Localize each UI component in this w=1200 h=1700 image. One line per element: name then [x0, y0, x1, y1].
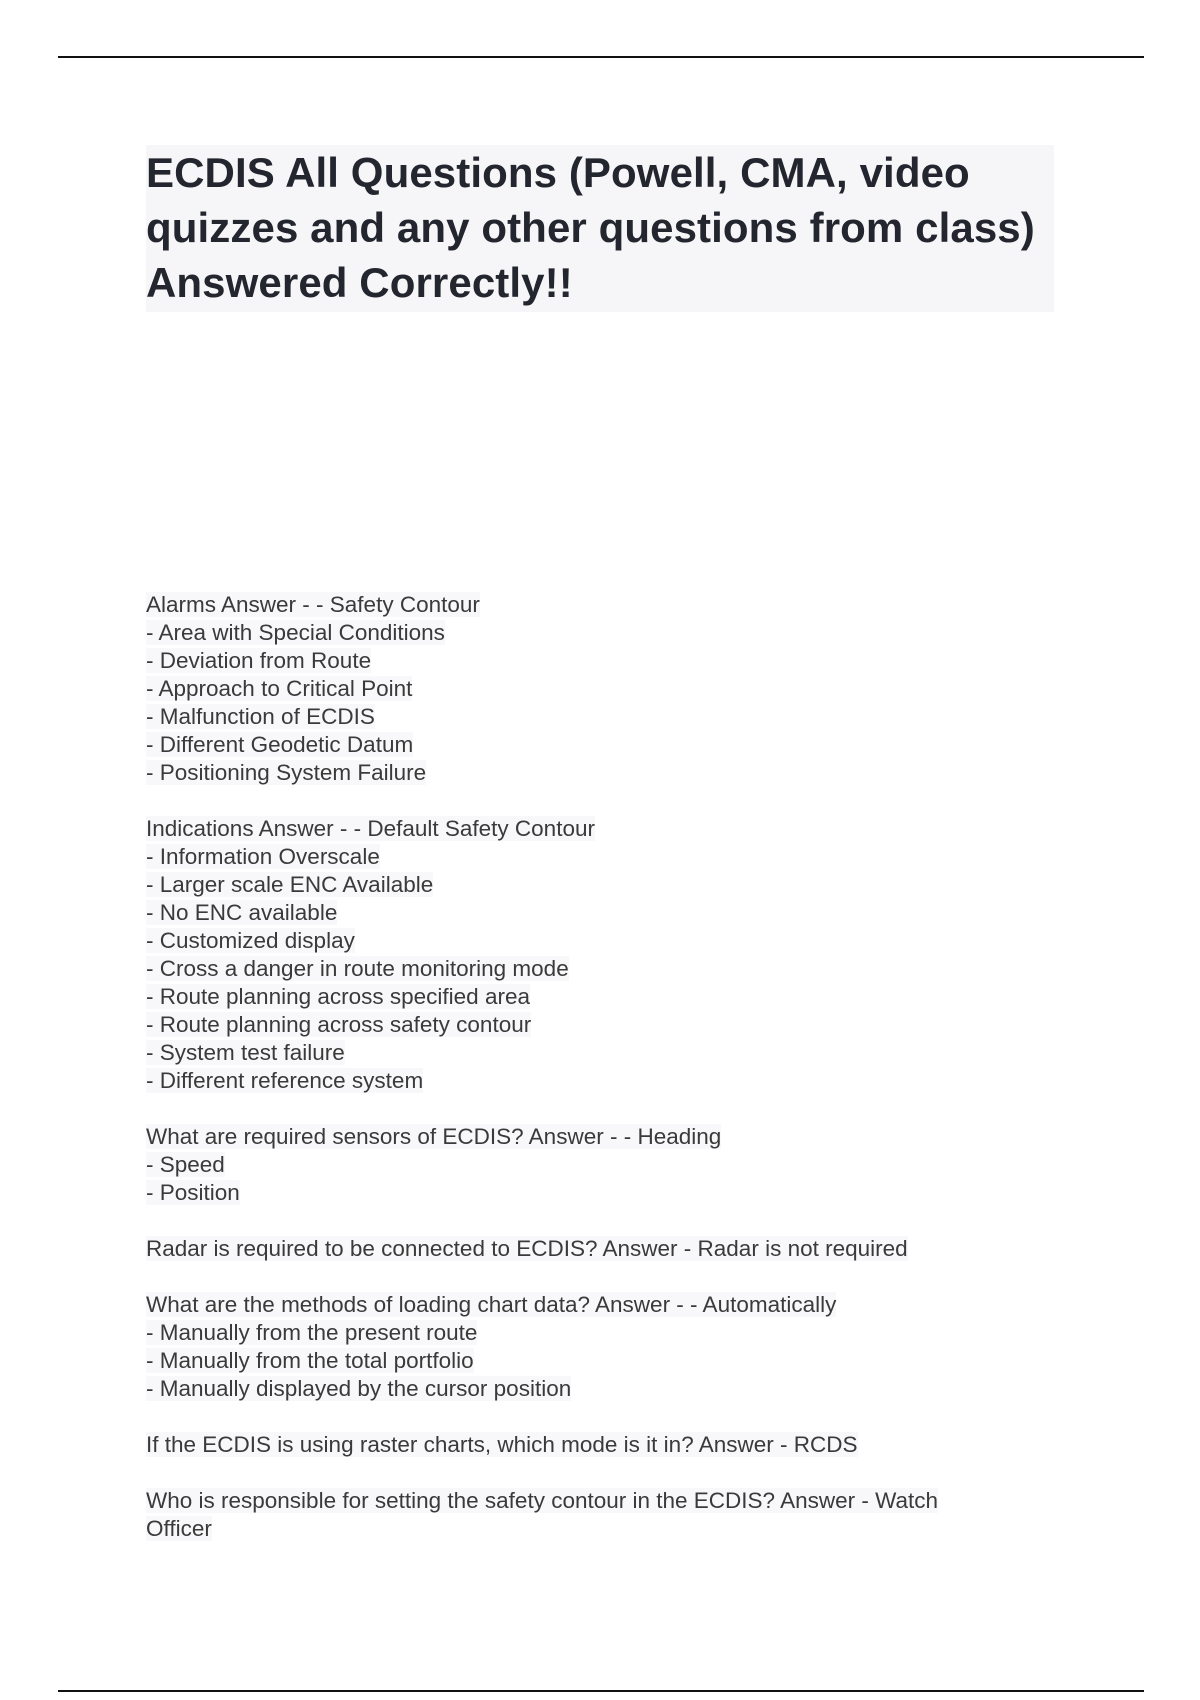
line-text: - No ENC available — [146, 900, 338, 925]
answer-line — [146, 647, 1066, 675]
qa-entry — [146, 1235, 1066, 1263]
line-text: - Customized display — [146, 928, 355, 953]
line-text: - Area with Special Conditions — [146, 620, 445, 645]
answer-line — [146, 1039, 1066, 1067]
question-line — [146, 1235, 1066, 1263]
answer-line — [146, 927, 1066, 955]
line-text: - Larger scale ENC Available — [146, 872, 434, 897]
qa-entry — [146, 1431, 1066, 1459]
bottom-page-rule — [58, 1690, 1144, 1692]
line-text: What are required sensors of ECDIS? Answer - - Heading — [146, 1124, 722, 1149]
line-text: - Approach to Critical Point — [146, 676, 413, 701]
line-text: - Cross a danger in route monitoring mode — [146, 956, 569, 981]
line-text: What are the methods of loading chart data? Answer - - Automatically — [146, 1292, 837, 1317]
line-text: If the ECDIS is using raster charts, which mode is it in? Answer - RCDS — [146, 1432, 858, 1457]
answer-line — [146, 899, 1066, 927]
answer-line — [146, 983, 1066, 1011]
answer-line — [146, 1011, 1066, 1039]
line-text: - Malfunction of ECDIS — [146, 704, 375, 729]
answer-line — [146, 703, 1066, 731]
qa-entry — [146, 1487, 1066, 1543]
answer-line — [146, 731, 1066, 759]
qa-entry — [146, 815, 1066, 1095]
line-text: - Manually displayed by the cursor position — [146, 1376, 572, 1401]
question-line — [146, 1291, 1066, 1319]
answer-line — [146, 1179, 1066, 1207]
answer-line — [146, 619, 1066, 647]
answer-line — [146, 1375, 1066, 1403]
line-text: - Speed — [146, 1152, 225, 1177]
line-text: - Information Overscale — [146, 844, 380, 869]
question-line — [146, 815, 1066, 843]
line-text: - Manually from the present route — [146, 1320, 478, 1345]
answer-line — [146, 1515, 1066, 1543]
answer-line — [146, 843, 1066, 871]
answer-line — [146, 1319, 1066, 1347]
document-title: ECDIS All Questions (Powell, CMA, video quizzes and any other questions from class) Answered Correctly!! — [146, 149, 1035, 306]
answer-line — [146, 1151, 1066, 1179]
answer-line — [146, 759, 1066, 787]
qa-entry — [146, 1291, 1066, 1403]
question-line — [146, 1487, 1066, 1515]
line-text: - Manually from the total portfolio — [146, 1348, 474, 1373]
answer-line — [146, 1067, 1066, 1095]
question-line — [146, 1431, 1066, 1459]
line-text: Alarms Answer - - Safety Contour — [146, 592, 480, 617]
line-text: Radar is required to be connected to ECDIS? Answer - Radar is not required — [146, 1236, 908, 1261]
qa-entry — [146, 1123, 1066, 1207]
line-text: - Positioning System Failure — [146, 760, 427, 785]
line-text: Who is responsible for setting the safety contour in the ECDIS? Answer - Watch — [146, 1488, 939, 1513]
qa-entry — [146, 591, 1066, 787]
title-block — [146, 145, 1054, 312]
top-page-rule — [58, 56, 1144, 58]
answer-line — [146, 955, 1066, 983]
question-line — [146, 591, 1066, 619]
question-line — [146, 1123, 1066, 1151]
line-text: - Deviation from Route — [146, 648, 372, 673]
line-text: - Different Geodetic Datum — [146, 732, 414, 757]
line-text: Indications Answer - - Default Safety Contour — [146, 816, 595, 841]
answer-line — [146, 1347, 1066, 1375]
line-text: - Position — [146, 1180, 240, 1205]
answer-line — [146, 871, 1066, 899]
line-text: Officer — [146, 1516, 212, 1541]
line-text: - Route planning across safety contour — [146, 1012, 532, 1037]
line-text: - System test failure — [146, 1040, 345, 1065]
line-text: - Different reference system — [146, 1068, 424, 1093]
answer-line — [146, 675, 1066, 703]
qa-content — [146, 591, 1066, 1571]
line-text: - Route planning across specified area — [146, 984, 530, 1009]
